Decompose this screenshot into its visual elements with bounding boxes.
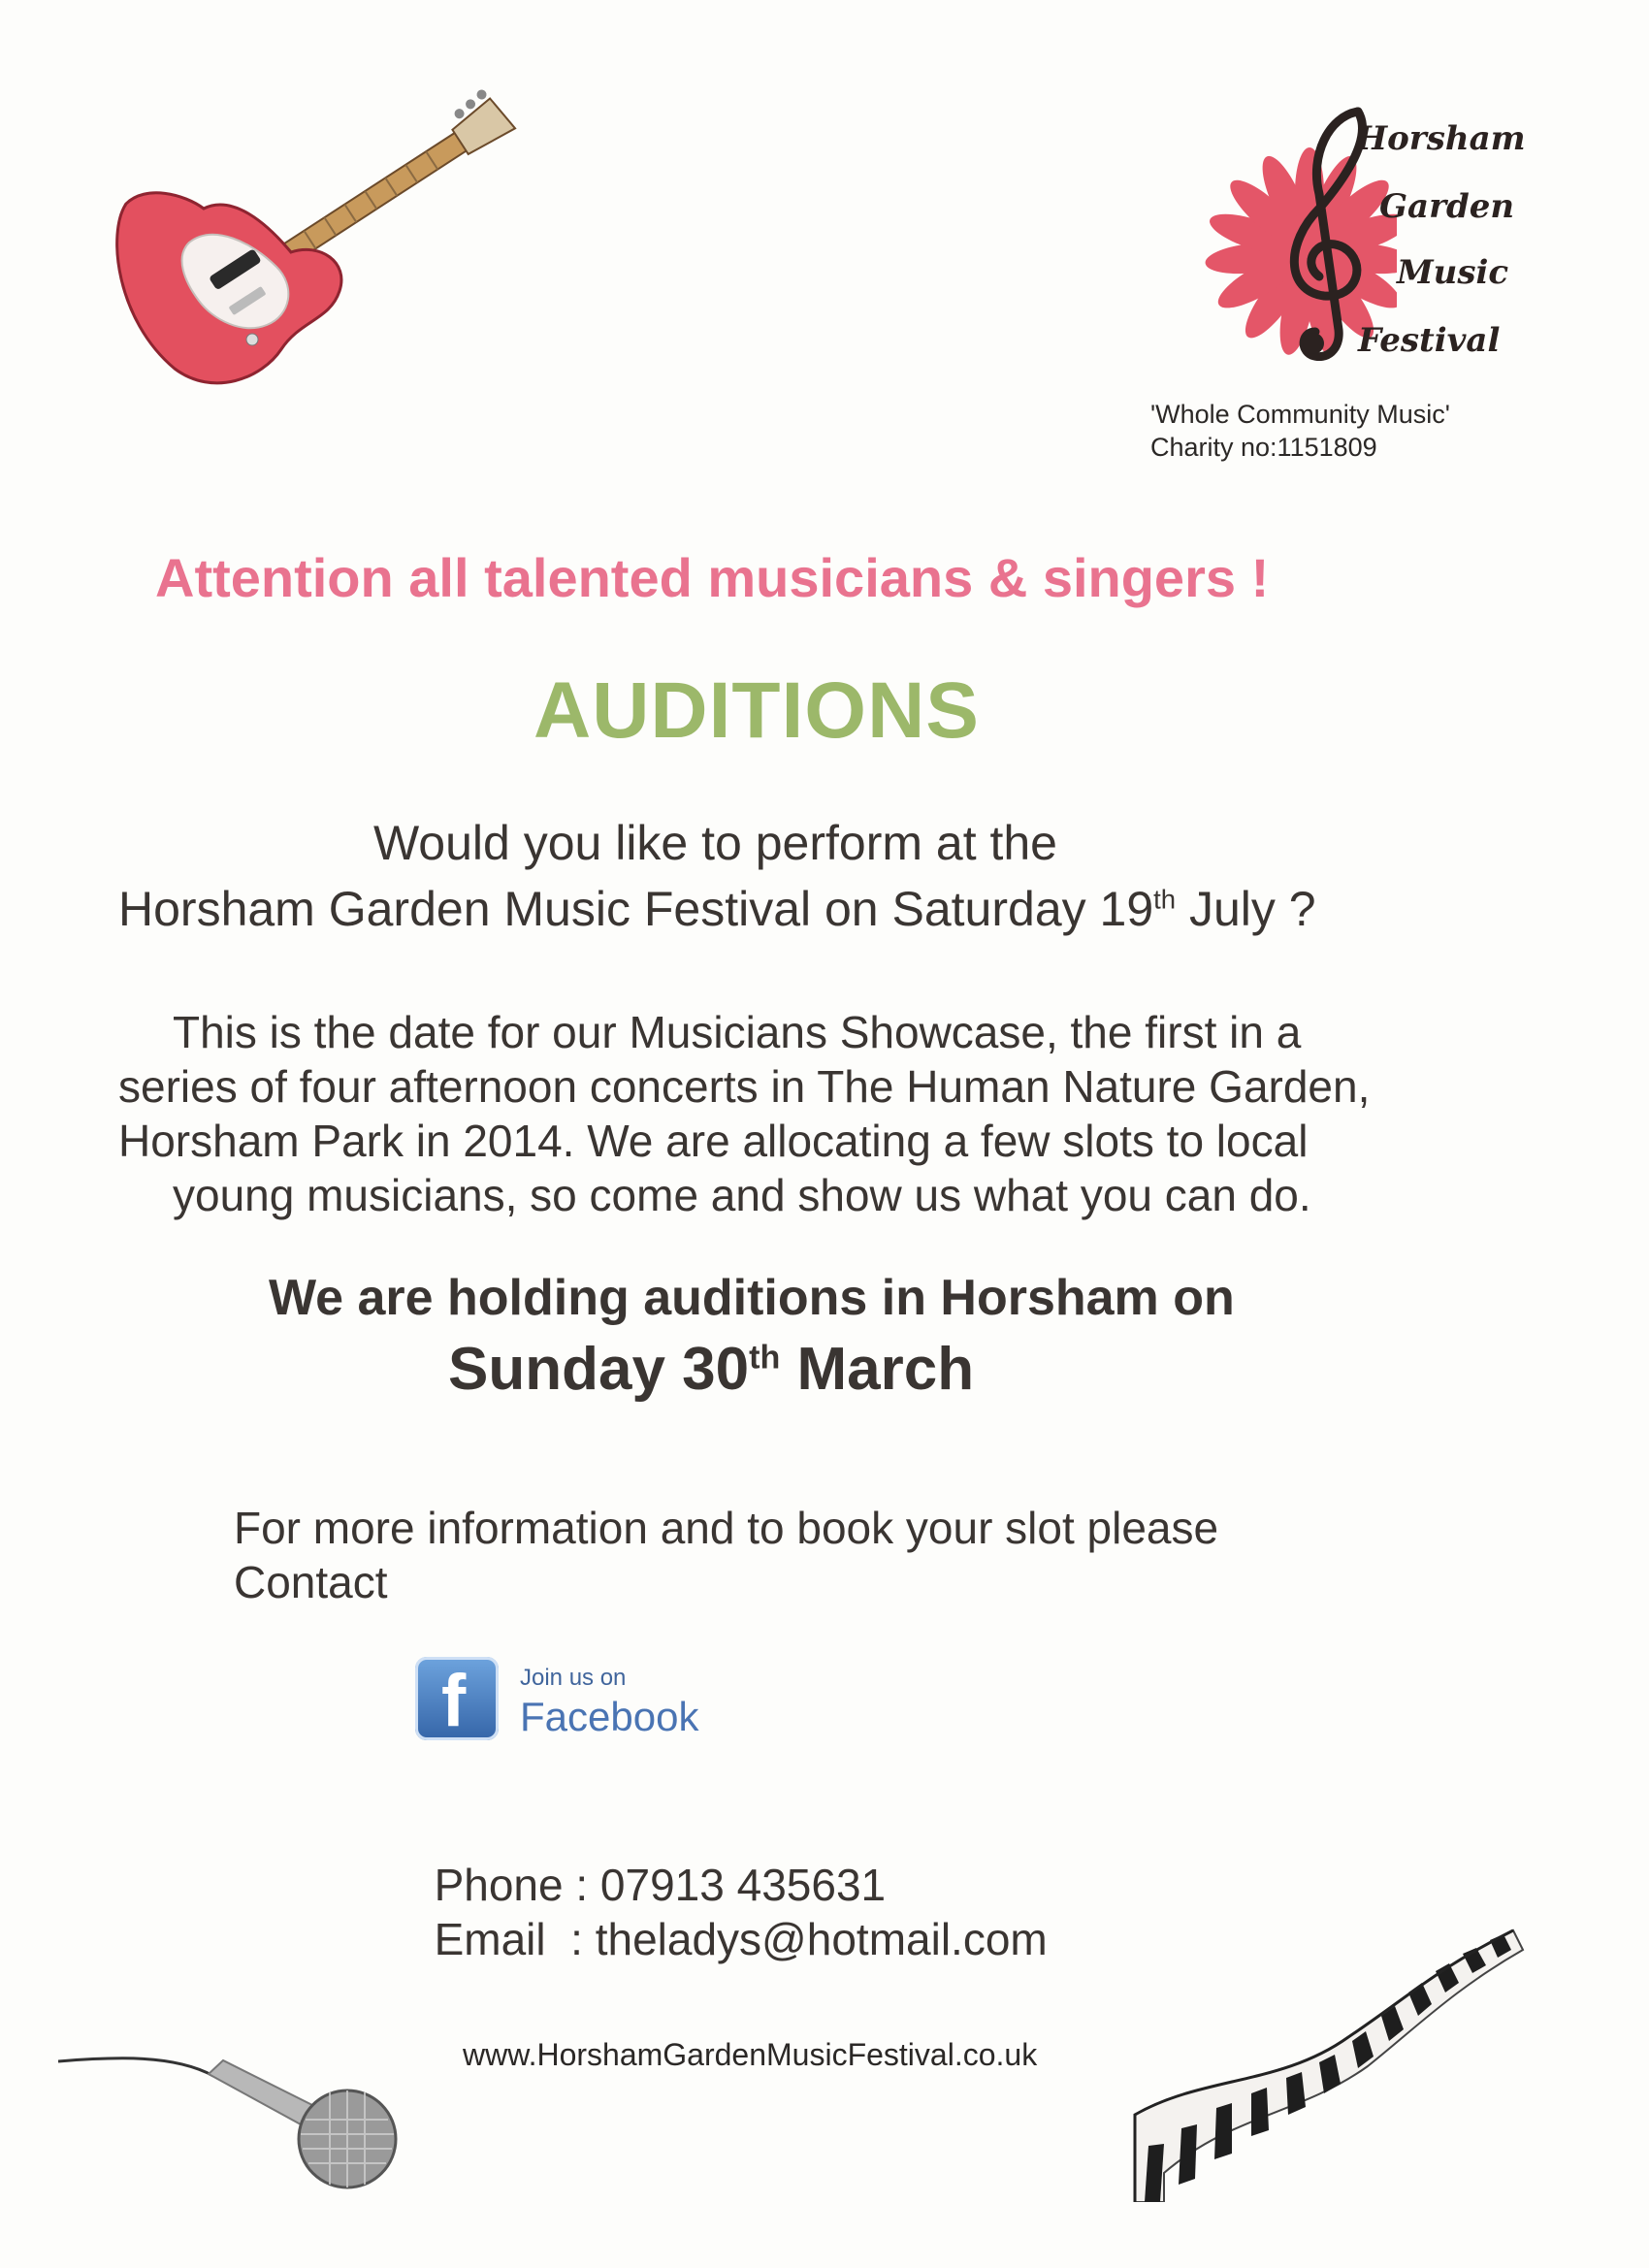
auditions-date-text: Sunday 30 [448, 1336, 750, 1403]
facebook-icon-letter: f [441, 1660, 467, 1742]
description-line-1: This is the date for our Musicians Showcase, the first in a [173, 1007, 1302, 1057]
description-line-3: Horsham Park in 2014. We are allocating a few slots to local [118, 1116, 1309, 1166]
charity-number: Charity no:1151809 [1150, 433, 1377, 462]
email-address[interactable]: theladys@hotmail.com [595, 1914, 1048, 1964]
logo-line-1: Horsham [1356, 119, 1526, 158]
description-line-2: series of four afternoon concerts in The Human Nature Garden, [118, 1061, 1371, 1112]
headline: Attention all talented musicians & singers ! [155, 547, 1270, 608]
question-line-2-text: Horsham Garden Music Festival on Saturday 19 [118, 882, 1154, 936]
website-link[interactable]: www.HorshamGardenMusicFestival.co.uk [463, 2037, 1038, 2072]
auditions-date [448, 1335, 974, 1404]
phone-number[interactable]: 07913 435631 [599, 1860, 887, 1910]
guitar-illustration [97, 78, 543, 398]
info-line-1: For more information and to book your slot please [234, 1503, 1219, 1553]
question-line-2-end: July ? [1176, 882, 1316, 936]
charity-info [1150, 398, 1450, 464]
facebook-icon [415, 1657, 499, 1740]
piano-keys-illustration [1125, 1921, 1533, 2202]
logo-line-2: Garden [1379, 187, 1515, 226]
logo-line-4: Festival [1358, 321, 1501, 360]
question-ordinal: th [1153, 884, 1177, 915]
logo-line-3: Music [1397, 253, 1509, 292]
facebook-link[interactable] [415, 1657, 726, 1746]
charity-tagline: 'Whole Community Music' [1150, 400, 1450, 429]
description-line-4: young musicians, so come and show us what you can do. [173, 1170, 1311, 1220]
phone-separator: : [563, 1860, 600, 1910]
question-line-1: Would you like to perform at the [373, 816, 1057, 870]
facebook-small-text: Join us on [520, 1665, 627, 1691]
festival-logo [1203, 107, 1526, 369]
email-separator: : [545, 1914, 596, 1964]
email-label: Email [434, 1914, 546, 1964]
microphone-illustration [58, 2027, 407, 2192]
email-line [409, 1861, 1048, 1965]
auditions-date-ordinal: th [749, 1339, 781, 1377]
facebook-text: Facebook [520, 1694, 699, 1739]
phone-label: Phone [434, 1860, 564, 1910]
info-line-2: Contact [234, 1557, 388, 1607]
page-title: AUDITIONS [534, 666, 980, 755]
auditions-line-1: We are holding auditions in Horsham on [269, 1270, 1235, 1326]
question-line-2 [118, 881, 1316, 937]
auditions-date-month: March [780, 1336, 975, 1403]
